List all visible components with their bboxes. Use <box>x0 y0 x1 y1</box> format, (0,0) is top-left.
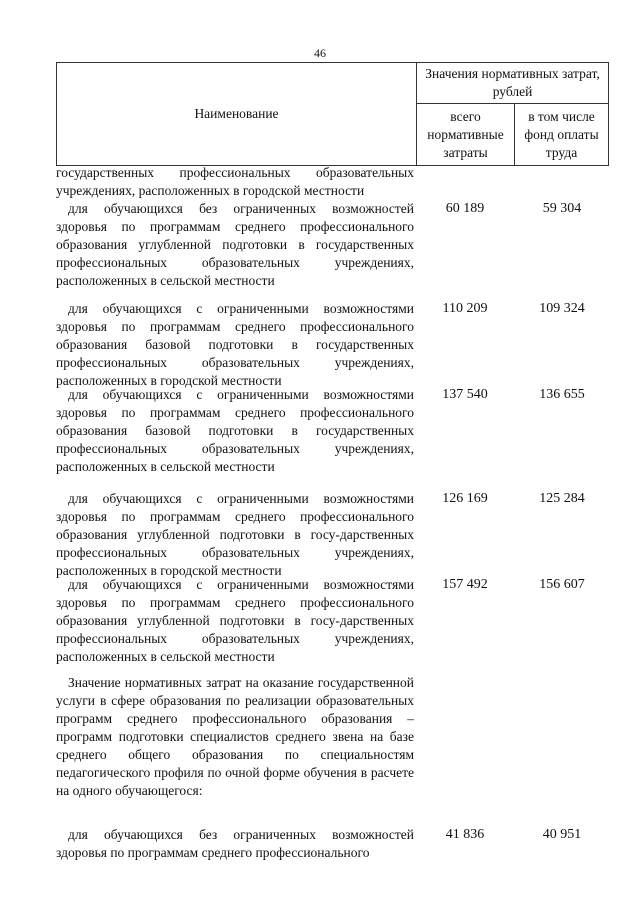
row-description: для обучающихся с ограниченными возможностями здоровья по программам среднего профессионального образования базовой подготовки в государственных профессиональных образовательных учреждениях, расположенных в сельской местности <box>56 387 414 474</box>
row-payroll: 59 304 <box>542 201 582 216</box>
column-header-total-cost: всего нормативные затраты <box>417 104 515 166</box>
row-description: для обучающихся без ограниченных возможностей здоровья по программам среднего профессионального образования углубленной подготовки в государственных профессиональных образовательных учреждениях, расположенных в сельской местности <box>56 201 414 288</box>
row-total-cost: 126 169 <box>442 491 488 506</box>
row-payroll: 136 655 <box>539 387 585 402</box>
column-header-name: Наименование <box>57 63 417 166</box>
row-payroll: 109 324 <box>539 301 585 316</box>
row-payroll: 156 607 <box>539 577 585 592</box>
row-description: для обучающихся без ограниченных возможностей здоровья по программам среднего профессионального <box>56 827 414 860</box>
row-description: для обучающихся с ограниченными возможностями здоровья по программам среднего профессионального образования углубленной подготовки в госу-дарственных профессиональных образовательных учреждениях, расположенных в городской местности <box>56 491 414 578</box>
row-total-cost: 137 540 <box>442 387 488 402</box>
row-payroll: 40 951 <box>542 827 582 842</box>
page-number: 46 <box>314 46 326 60</box>
column-header-cost-values: Значения нормативных затрат, рублей <box>417 63 609 104</box>
table-header <box>56 62 609 166</box>
row-total-cost: 157 492 <box>442 577 488 592</box>
row-description: для обучающихся с ограниченными возможностями здоровья по программам среднего профессионального образования углубленной подготовки в госу-дарственных профессиональных образовательных учреждениях, расположенных в сельской местности <box>56 577 414 664</box>
row-total-cost: 110 209 <box>442 301 488 316</box>
row-description: государственных профессиональных образовательных учреждениях, расположенных в городской местности <box>56 165 414 198</box>
row-total-cost: 60 189 <box>445 201 485 216</box>
row-description: для обучающихся с ограниченными возможностями здоровья по программам среднего профессионального образования базовой подготовки в государственных профессиональных образовательных учреждениях, расположенных в городской местности <box>56 301 414 388</box>
row-total-cost: 41 836 <box>445 827 485 842</box>
section-heading: Значение нормативных затрат на оказание государственной услуги в сфере образования по реализации образовательных программ среднего профессионального образования – программ подготовки специалистов среднего звена на базе среднего общего образования по специальностям педагогического профиля по очной форме обучения в расчете на одного обучающегося: <box>56 675 414 798</box>
column-header-payroll: в том числе фонд оплаты труда <box>515 104 609 166</box>
row-payroll: 125 284 <box>539 491 585 506</box>
